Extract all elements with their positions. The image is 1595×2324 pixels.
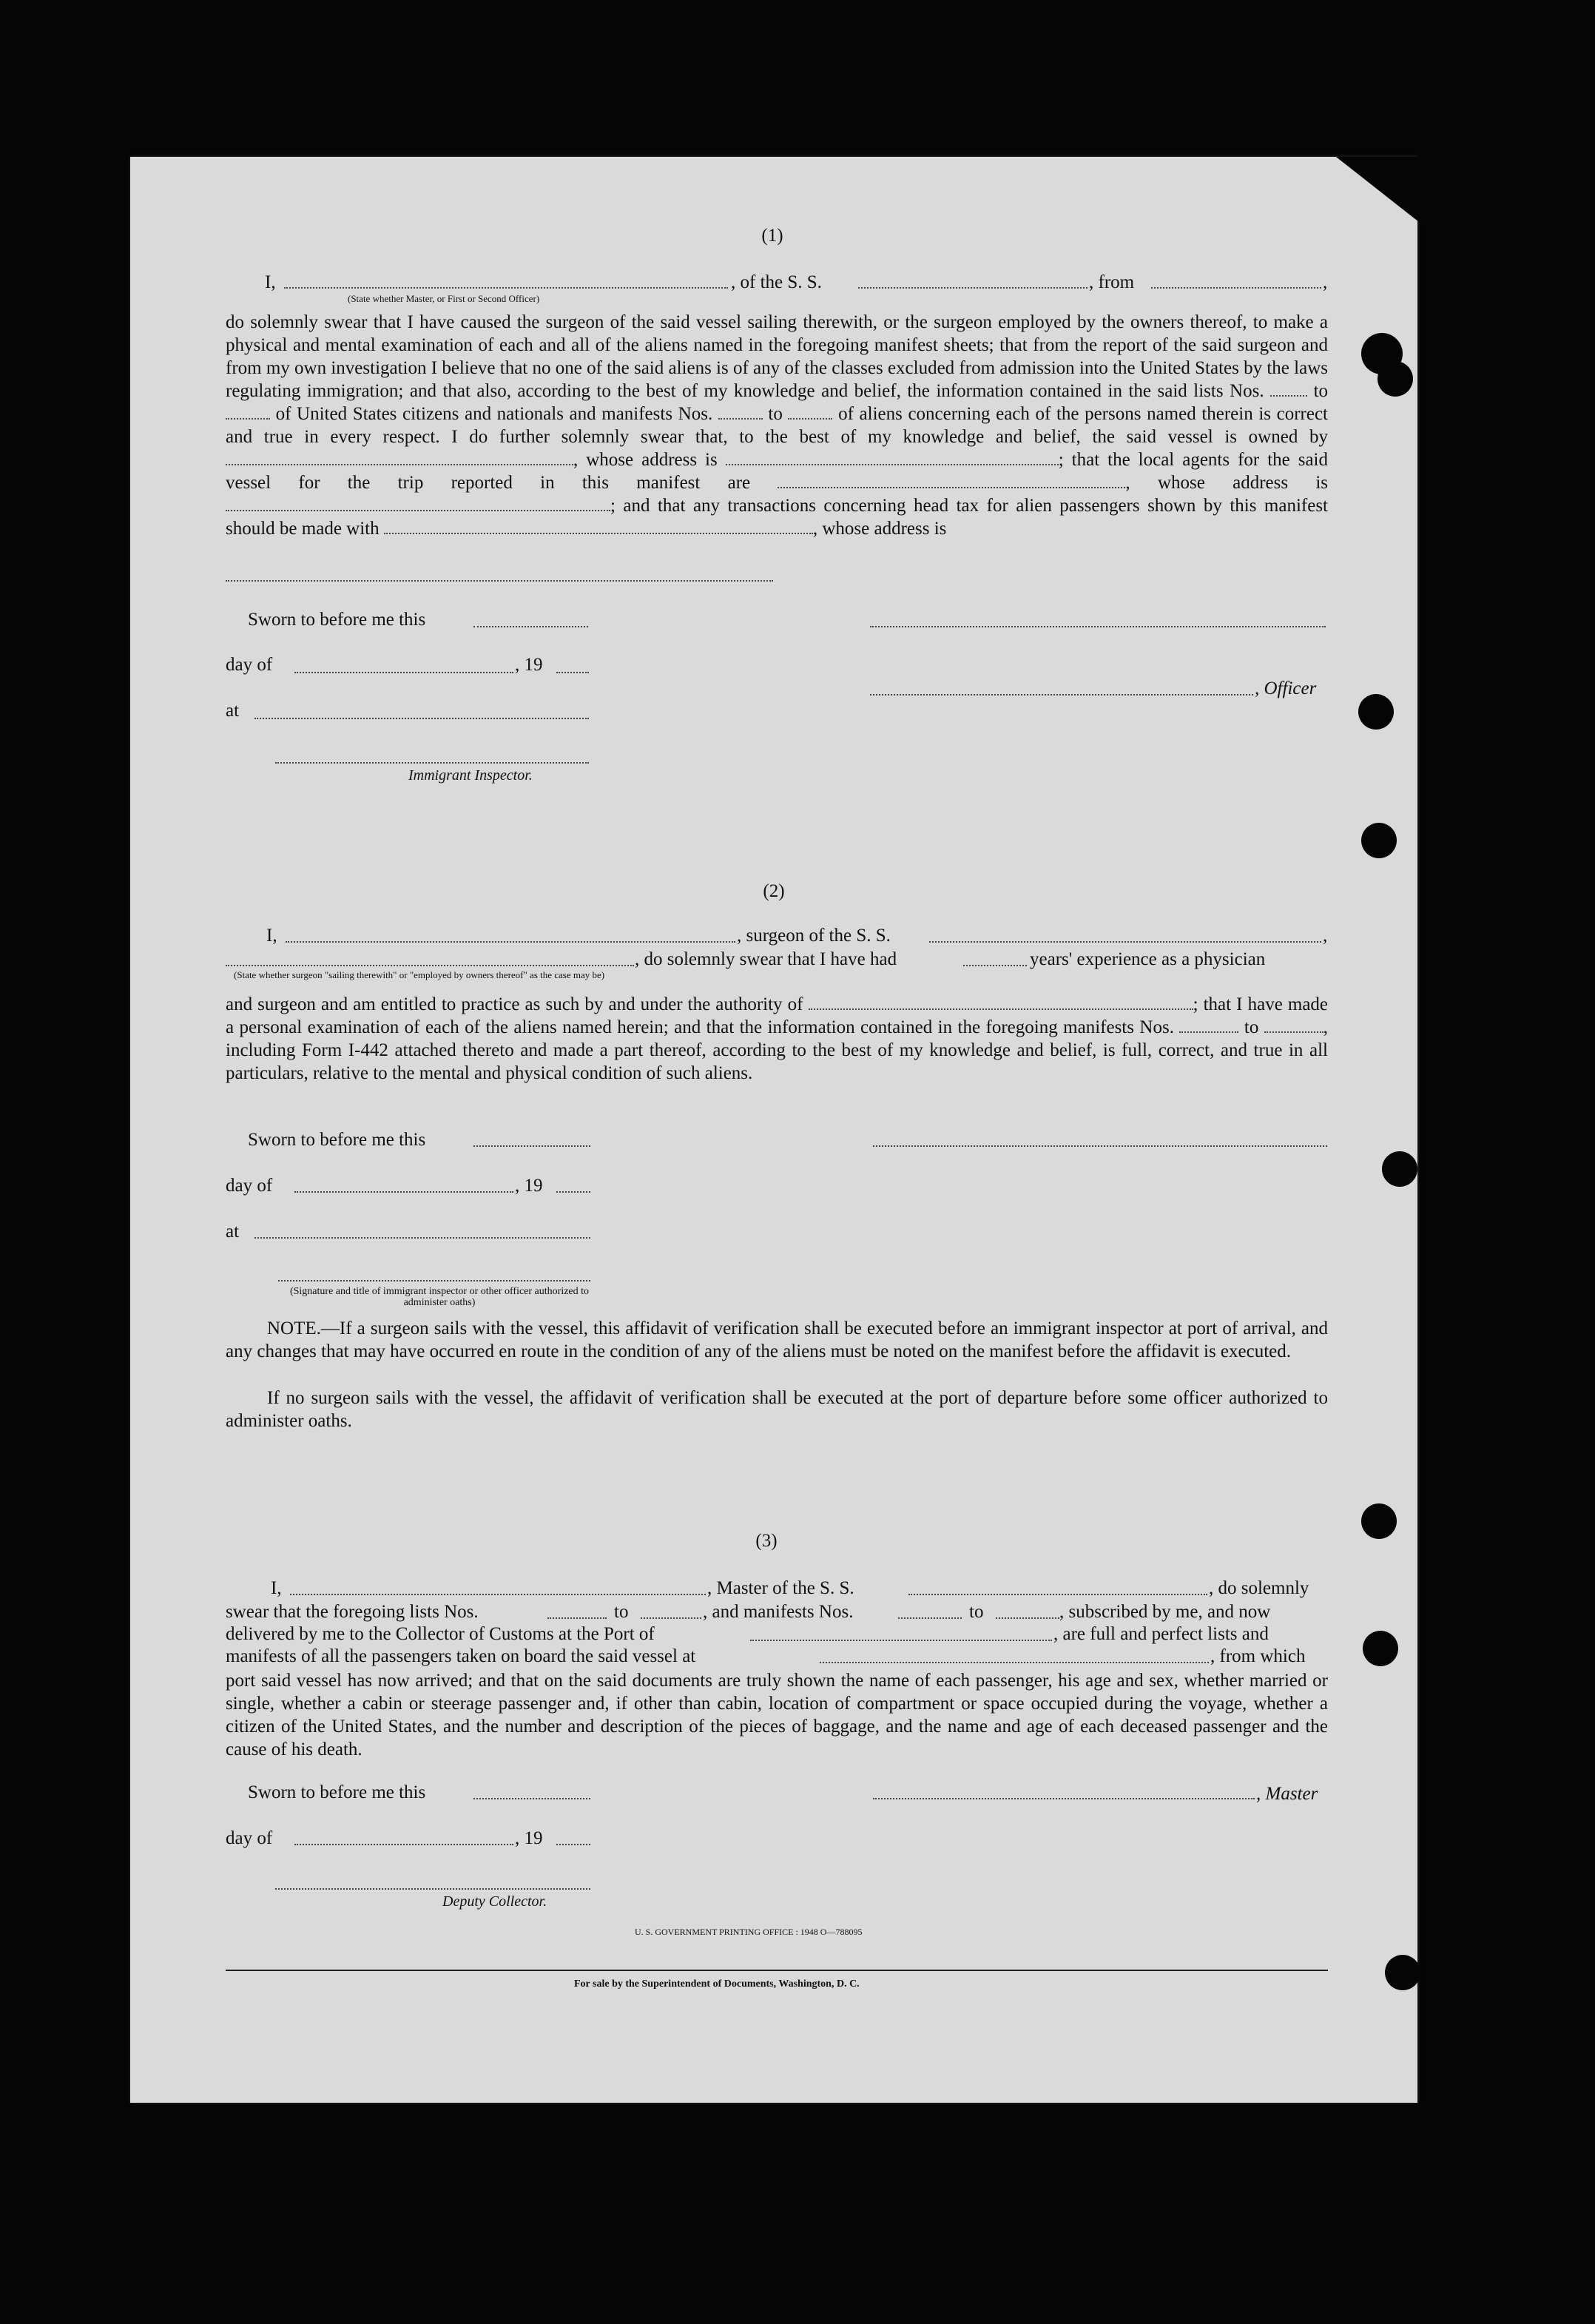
- s3-collector-signature-field[interactable]: [275, 1888, 590, 1890]
- s2-day-of: day of: [226, 1176, 273, 1196]
- s1-sworn-date-field[interactable]: [473, 626, 588, 627]
- s1-officer-caption: (State whether Master, or First or Second Officer): [348, 293, 540, 304]
- s2-i: I,: [266, 926, 277, 946]
- binder-hole: [1361, 1503, 1397, 1539]
- binder-hole: [1361, 823, 1397, 858]
- s1-address-continuation-field[interactable]: [226, 580, 773, 582]
- s3-year: , 19: [515, 1828, 543, 1848]
- s2-surgeon-type-field[interactable]: [226, 965, 634, 966]
- s3-sworn: Sworn to before me this: [248, 1782, 426, 1802]
- s3-do-solemnly: , do solemnly: [1209, 1578, 1309, 1598]
- s3-day-month-field[interactable]: [294, 1844, 513, 1845]
- section-1-number: (1): [761, 226, 783, 246]
- s1-year-field[interactable]: [556, 672, 589, 673]
- s3-master-of-ss: , Master of the S. S.: [707, 1578, 854, 1598]
- s1-of-the-ss: , of the S. S.: [731, 272, 822, 292]
- binder-hole: [1366, 2109, 1401, 2144]
- footer-rule: [226, 1970, 1328, 1971]
- s2-at-field[interactable]: [254, 1237, 590, 1239]
- s1-officer-label: , Officer: [1255, 678, 1317, 698]
- s2-note-2: If no surgeon sails with the vessel, the affidavit of verification shall be executed at the port of departure before some officer authorized to administer oaths.: [226, 1388, 1328, 1431]
- section-2-number: (2): [763, 881, 785, 901]
- s3-departure-port-field[interactable]: [820, 1662, 1209, 1663]
- s3-master-label: , Master: [1256, 1784, 1318, 1804]
- binder-hole: [1385, 1955, 1420, 1990]
- s1-at: at: [226, 701, 240, 721]
- gpo-imprint: U. S. GOVERNMENT PRINTING OFFICE : 1948 O—788095: [635, 1927, 863, 1937]
- s2-sworn-date-field[interactable]: [473, 1145, 590, 1147]
- s1-year: , 19: [515, 655, 543, 675]
- s3-vessel-field[interactable]: [908, 1594, 1207, 1595]
- s3-manifests-from-field[interactable]: [898, 1617, 962, 1619]
- s3-oath-body: port said vessel has now arrived; and that on the said documents are truly shown the name of each passenger, his age and sex, whether married or single, whether a cabin or steerage passenger and, if other than cabin, location of compartment or space occupied during the voyage, whether a citizen of the United States, and the number and description of the pieces of baggage, and the name and age of each deceased passenger and the cause of his death.: [226, 1671, 1328, 1759]
- s3-sworn-date-field[interactable]: [473, 1798, 590, 1799]
- s2-day-month-field[interactable]: [294, 1191, 513, 1193]
- s3-to-2: to: [969, 1602, 984, 1622]
- for-sale-notice: For sale by the Superintendent of Documents, Washington, D. C.: [574, 1978, 860, 1990]
- s2-surgeon-signature-field[interactable]: [873, 1145, 1327, 1147]
- s1-officer-line-field[interactable]: [870, 694, 1253, 695]
- s3-port-field[interactable]: [750, 1640, 1052, 1641]
- s1-i: I,: [265, 272, 276, 292]
- s3-swear-lists: swear that the foregoing lists Nos.: [226, 1602, 479, 1622]
- s1-officer-name-field[interactable]: [284, 287, 728, 289]
- section-3-number: (3): [755, 1531, 778, 1551]
- s3-year-field[interactable]: [556, 1844, 590, 1845]
- s1-officer-signature-field[interactable]: [870, 626, 1326, 627]
- s2-surgeon-caption: (State whether surgeon "sailing therewith" or "employed by owners thereof" as the case may be): [234, 969, 605, 980]
- s3-from-which: , from which: [1210, 1646, 1306, 1666]
- s2-surgeon-of-ss: , surgeon of the S. S.: [737, 926, 891, 946]
- s1-oath-text: do solemnly swear that I have caused the surgeon of the said vessel sailing therewith, or the surgeon employed by the owners thereof, to make a physical and mental examination of each and all of the aliens named in the foregoing manifest sheets; that from the report of the said surgeon and from my own investigation I believe that no one of the said aliens is of any of the classes excluded from admission into the United States by the laws regulating immigration; and that also, according to the best of my knowledge and belief, the information contained in the said lists Nos. to of United States citizens and nationals and manifests Nos. to of aliens concerning each of the persons named therein is correct and true in every respect. I do further solemnly swear that, to the best of my knowledge and belief, the said vessel is owned by , whose address is ; that the local agents for the said vessel for the trip reported in this manifest are , whose address is ; and that any transactions concerning head tax for alien passengers shown by this manifest should be made with , whose address is: [226, 312, 1329, 539]
- s2-at: at: [226, 1222, 240, 1242]
- s3-manifests-to-field[interactable]: [996, 1617, 1059, 1619]
- binder-hole: [1358, 694, 1394, 730]
- s3-and-manifests: , and manifests Nos.: [703, 1602, 854, 1622]
- s1-vessel-field[interactable]: [858, 287, 1088, 289]
- s3-full-perfect: , are full and perfect lists and: [1053, 1624, 1269, 1644]
- s2-swear: , do solemnly swear that I have had: [635, 949, 897, 969]
- s2-note-1: NOTE.—If a surgeon sails with the vessel, this affidavit of verification shall be executed before an immigrant inspector at port of arrival, and any changes that may have occurred en route in the condition of any of the aliens must be noted on the manifest before the affidavit is executed.: [226, 1318, 1328, 1361]
- s3-master-name-field[interactable]: [290, 1594, 706, 1595]
- s1-inspector-signature-field[interactable]: [275, 762, 589, 764]
- s3-day-of: day of: [226, 1828, 273, 1848]
- s2-inspector-signature-field[interactable]: [278, 1280, 590, 1281]
- s2-signature-caption: (Signature and title of immigrant inspector or other officer authorized to administer oaths): [289, 1286, 590, 1308]
- s1-sworn: Sworn to before me this: [248, 610, 426, 630]
- s2-oath-text: and surgeon and am entitled to practice as such by and under the authority of ; that I have made a personal examination of each of the aliens named herein; and that the information contained in the foregoing manifests Nos. to , including Form I-442 attached thereto and made a part thereof, according to the best of my knowledge and belief, is full, correct, and true in all particulars, relative to the mental and physical condition of such aliens.: [226, 994, 1329, 1083]
- s3-lists-to-field[interactable]: [641, 1617, 701, 1619]
- s3-master-signature-field[interactable]: [873, 1798, 1255, 1799]
- s1-from-field[interactable]: [1151, 287, 1321, 289]
- s3-deputy-label: Deputy Collector.: [442, 1893, 547, 1910]
- s3-manifests-all: manifests of all the passengers taken on board the said vessel at: [226, 1646, 696, 1666]
- s2-year-field[interactable]: [556, 1191, 590, 1193]
- binder-hole: [1378, 361, 1413, 397]
- s3-lists-from-field[interactable]: [547, 1617, 607, 1619]
- s2-sworn: Sworn to before me this: [248, 1130, 426, 1150]
- s1-comma: ,: [1323, 272, 1328, 292]
- s2-years-field[interactable]: [963, 965, 1027, 966]
- s3-subscribed: , subscribed by me, and now: [1059, 1602, 1271, 1622]
- binder-hole: [1382, 1151, 1417, 1187]
- s1-at-field[interactable]: [254, 718, 589, 719]
- s2-comma: ,: [1323, 926, 1328, 946]
- s1-from: , from: [1089, 272, 1135, 292]
- s2-vessel-field[interactable]: [929, 941, 1321, 943]
- binder-hole: [1363, 1631, 1398, 1666]
- s2-year: , 19: [515, 1176, 543, 1196]
- s1-day-of: day of: [226, 655, 273, 675]
- s3-to-1: to: [614, 1602, 629, 1622]
- s3-i: I,: [271, 1578, 282, 1598]
- s1-inspector-label: Immigrant Inspector.: [408, 767, 533, 784]
- torn-corner: [1336, 157, 1440, 238]
- s3-delivered: delivered by me to the Collector of Customs at the Port of: [226, 1624, 655, 1644]
- s2-surgeon-name-field[interactable]: [286, 941, 735, 943]
- s2-years-experience: years' experience as a physician: [1030, 949, 1266, 969]
- s1-day-month-field[interactable]: [294, 672, 513, 673]
